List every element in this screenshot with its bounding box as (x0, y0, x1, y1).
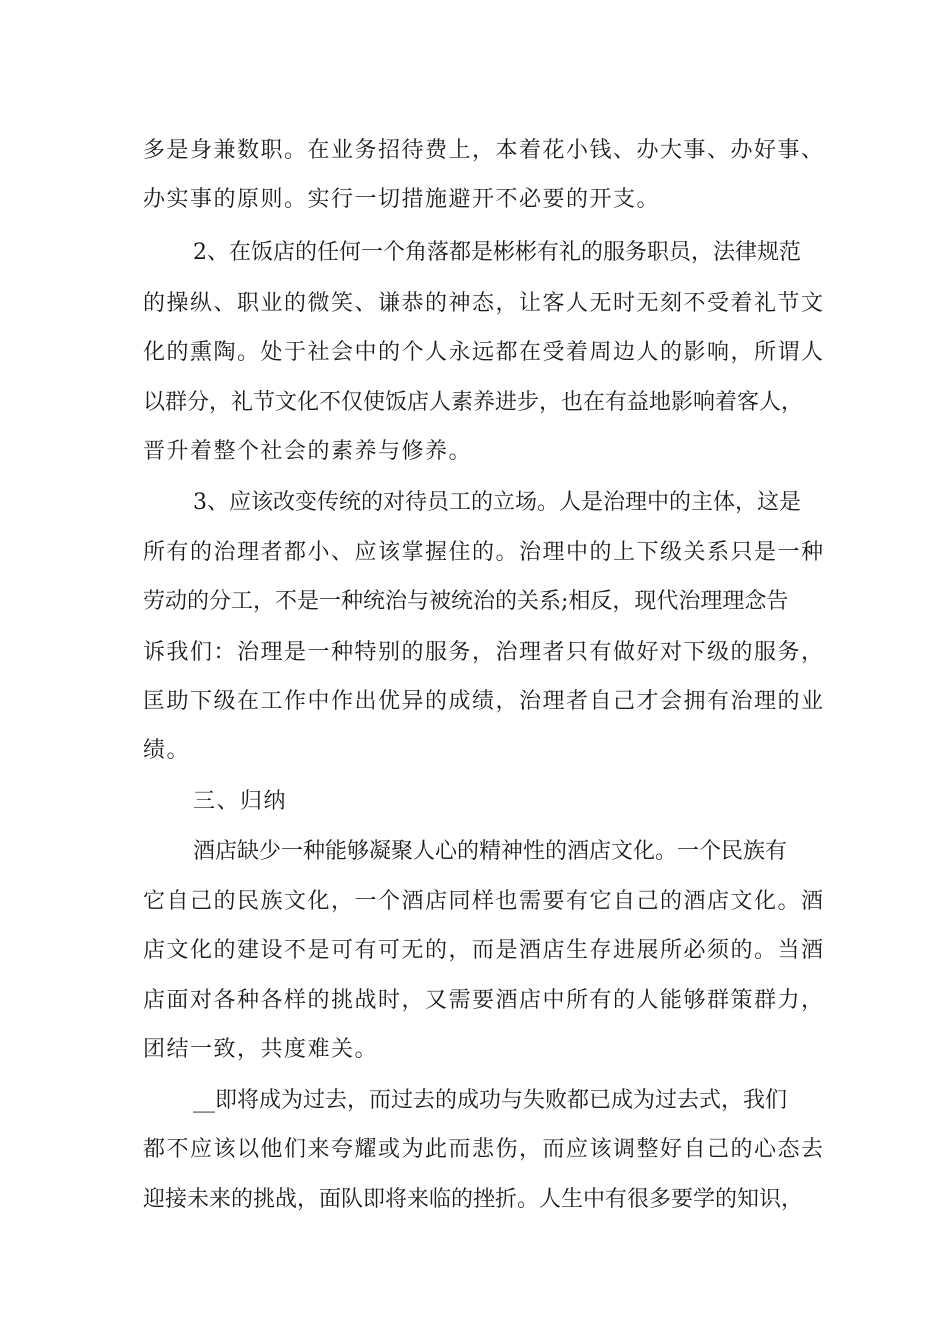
text-line: 3、应该改变传统的对待员工的立场。人是治理中的主体，这是 (193, 490, 801, 515)
section-heading: 三、归纳 (193, 789, 288, 814)
text-line: 匡助下级在工作中作出优异的成绩，治理者自己才会拥有治理的业 (143, 689, 825, 714)
text-line: 绩。 (143, 738, 191, 763)
text-line: 办实事的原则。实行一切措施避开不必要的开支。 (143, 187, 661, 212)
text-line: __即将成为过去，而过去的成功与失败都已成为过去式，我们 (193, 1088, 788, 1113)
text-line: 多是身兼数职。在业务招待费上，本着花小钱、办大事、办好事、 (143, 138, 825, 163)
text-line: 诉我们：治理是一种特别的服务，治理者只有做好对下级的服务， (143, 640, 825, 665)
text-line: 劳动的分工，不是一种统治与被统治的关系;相反，现代治理理念告 (143, 589, 789, 614)
text-line: 所有的治理者都小、应该掌握住的。治理中的上下级关系只是一种 (143, 540, 825, 565)
text-line: 的操纵、职业的微笑、谦恭的神态，让客人无时无刻不受着礼节文 (143, 291, 825, 316)
text-line: 化的熏陶。处于社会中的个人永远都在受着周边人的影响，所谓人 (143, 340, 825, 365)
text-line: 迎接未来的挑战，面队即将来临的挫折。人生中有很多要学的知识， (143, 1187, 804, 1212)
text-line: 2、在饭店的任何一个角落都是彬彬有礼的服务职员，法律规范 (193, 240, 801, 265)
text-line: 店面对各种各样的挑战时，又需要酒店中所有的人能够群策群力， (143, 988, 825, 1013)
text-line: 它自己的民族文化，一个酒店同样也需要有它自己的酒店文化。酒 (143, 889, 825, 914)
text-line: 都不应该以他们来夸耀或为此而悲伤，而应该调整好自己的心态去 (143, 1137, 825, 1162)
text-line: 团结一致，共度难关。 (143, 1037, 379, 1062)
text-line: 以群分，礼节文化不仅使饭店人素养进步，也在有益地影响着客人， (143, 390, 804, 415)
text-line: 晋升着整个社会的素养与修养。 (143, 439, 473, 464)
text-line: 店文化的建设不是可有可无的，而是酒店生存进展所必须的。当酒 (143, 938, 825, 963)
text-line: 酒店缺少一种能够凝聚人心的精神性的酒店文化。一个民族有 (193, 839, 788, 864)
